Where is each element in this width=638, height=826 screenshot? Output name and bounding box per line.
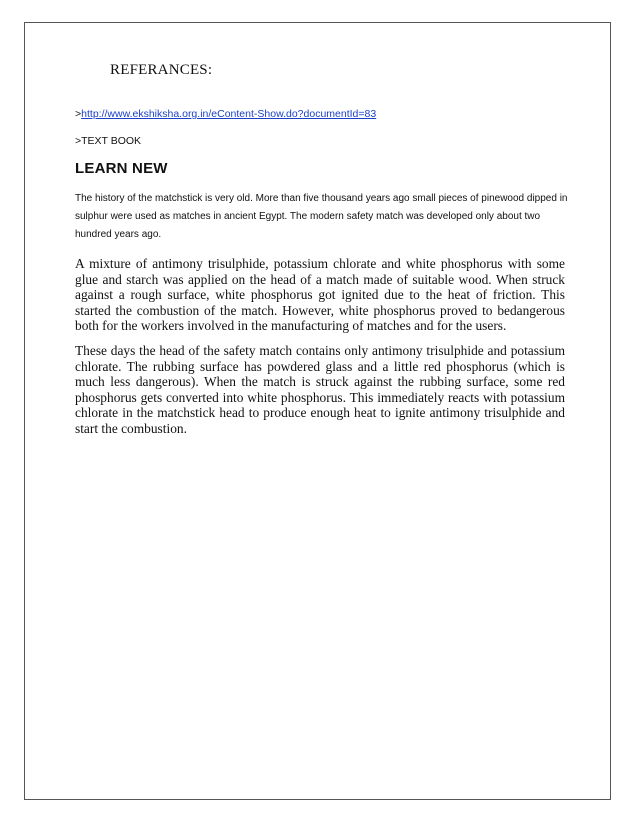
reference-textbook: >TEXT BOOK: [75, 135, 142, 147]
learn-new-heading: LEARN NEW: [75, 160, 168, 177]
reference-link-line: [75, 108, 376, 120]
body-paragraph-1: A mixture of antimony trisulphide, potassium chlorate and white phosphorus with some glue and starch was applied on the head of a match made of suitable wood. When struck against a rough surface, white phosphorus got ignited due to the heat of friction. This started the combustion of the match. However, white phosphorus proved to bedangerous both for the workers involved in the manufacturing of matches and for the users.: [75, 256, 565, 333]
reference-link-prefix: >: [75, 108, 82, 120]
intro-paragraph: The history of the matchstick is very old. More than five thousand years ago small pieces of pinewood dipped in sulphur were used as matches in ancient Egypt. The modern safety match was developed only about two hundred years ago.: [75, 193, 568, 240]
body-paragraph-2: These days the head of the safety match contains only antimony trisulphide and potassium chlorate. The rubbing surface has powdered glass and a little red phosphorus (which is much less dangerous). When the match is struck against the rubbing surface, some red phosphorus gets converted into white phosphorus. This immediately reacts with potassium chlorate in the matchstick head to produce enough heat to ignite antimony trisulphide and start the combustion.: [75, 343, 565, 436]
reference-link[interactable]: http://www.ekshiksha.org.in/eContent-Show.do?documentId=83: [81, 108, 377, 120]
references-heading: REFERANCES:: [110, 62, 213, 78]
